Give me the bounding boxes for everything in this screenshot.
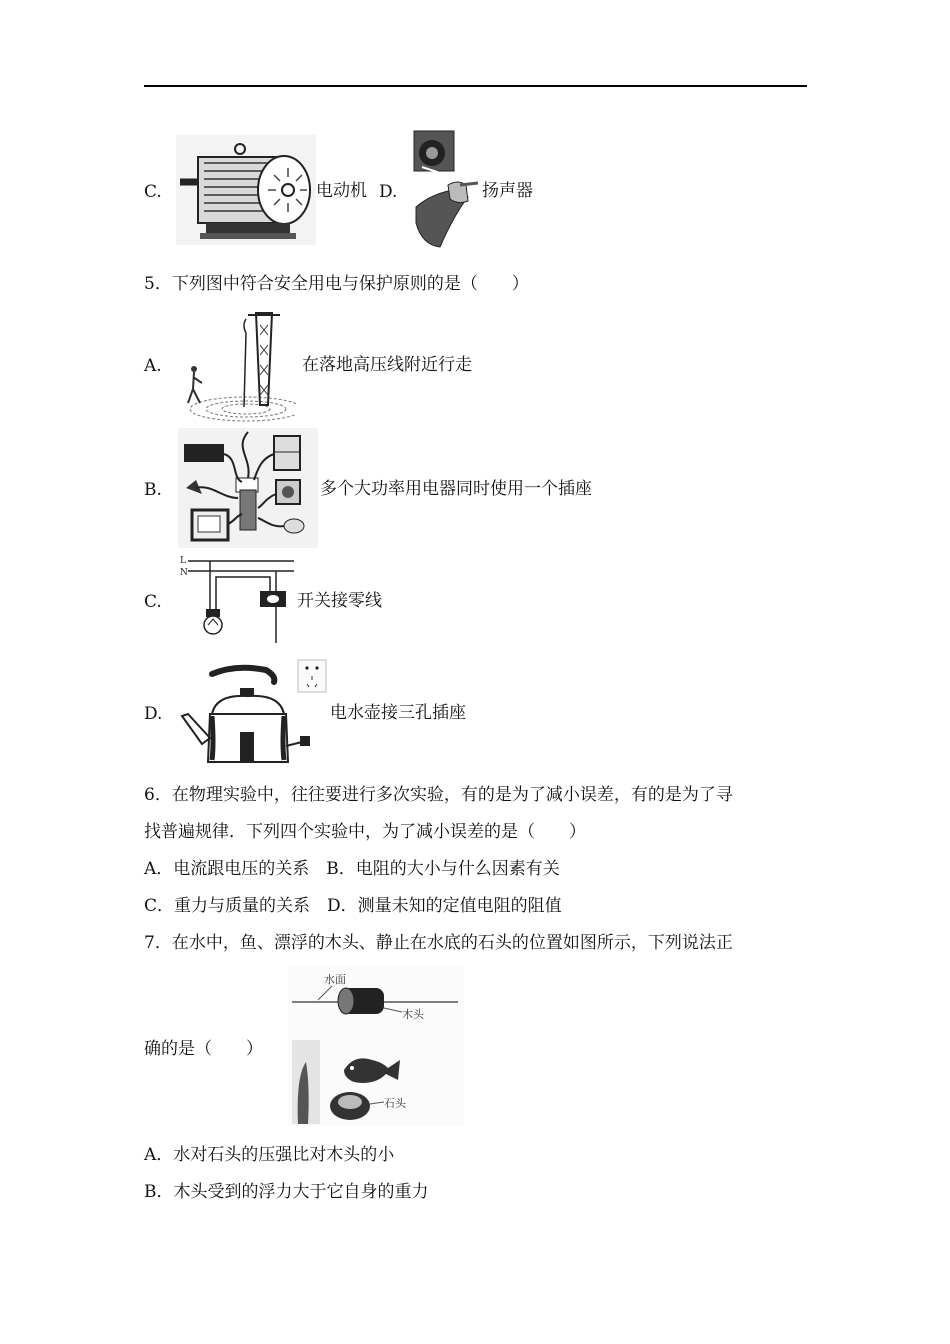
q5-option-c-label: C. — [144, 592, 162, 612]
switch-on-neutral-circuit — [176, 551, 296, 646]
q4-option-d-caption: 扬声器 — [482, 181, 533, 201]
q7-stem-line2: 确的是（ ） — [144, 1039, 263, 1059]
overloaded-socket-illustration — [178, 428, 318, 548]
q5-option-b-label: B. — [144, 480, 162, 500]
q5-stem: 5．下列图中符合安全用电与保护原则的是（ ） — [144, 274, 529, 294]
wood-label: 木头 — [402, 1008, 424, 1021]
q6-stem-line1: 6．在物理实验中，往往要进行多次实验，有的是为了减小误差，有的是为了寻 — [144, 785, 733, 805]
q6-options-row2: C．重力与质量的关系 D．测量未知的定值电阻的阻值 — [144, 896, 562, 916]
stone-label: 石头 — [384, 1097, 406, 1110]
q5-option-d-label: D. — [144, 704, 163, 724]
q7-stem-line1: 7．在水中，鱼、漂浮的木头、静止在水底的石头的位置如图所示，下列说法正 — [144, 933, 733, 953]
live-wire-label: L — [180, 556, 186, 566]
q4-option-d-label: D. — [379, 182, 398, 202]
q5-option-a-text: 在落地高压线附近行走 — [302, 355, 472, 375]
header-rule — [144, 85, 807, 87]
q6-options-row1: A．电流跟电压的关系 B．电阻的大小与什么因素有关 — [144, 859, 560, 879]
q5-option-b-text: 多个大功率用电器同时使用一个插座 — [320, 479, 592, 499]
q7-option-a: A．水对石头的压强比对木头的小 — [144, 1145, 395, 1165]
electric-motor-illustration — [176, 135, 316, 245]
q5-option-a-label: A. — [144, 356, 162, 376]
floating-wood-fish-stone-illustration — [288, 966, 464, 1126]
neutral-wire-label: N — [180, 568, 188, 578]
loudspeaker-illustration — [408, 127, 480, 253]
fallen-high-voltage-line-illustration — [176, 305, 296, 425]
q5-option-c-text: 开关接零线 — [297, 591, 382, 611]
q6-stem-line2: 找普遍规律．下列四个实验中，为了减小误差的是（ ） — [144, 822, 586, 842]
q7-option-b: B．木头受到的浮力大于它自身的重力 — [144, 1182, 429, 1202]
water-surface-label: 水面 — [324, 973, 346, 986]
q4-option-c-caption: 电动机 — [316, 181, 367, 201]
q5-option-d-text: 电水壶接三孔插座 — [330, 703, 466, 723]
kettle-three-pin-socket-illustration — [176, 654, 330, 770]
q4-option-c-label: C. — [144, 182, 162, 202]
